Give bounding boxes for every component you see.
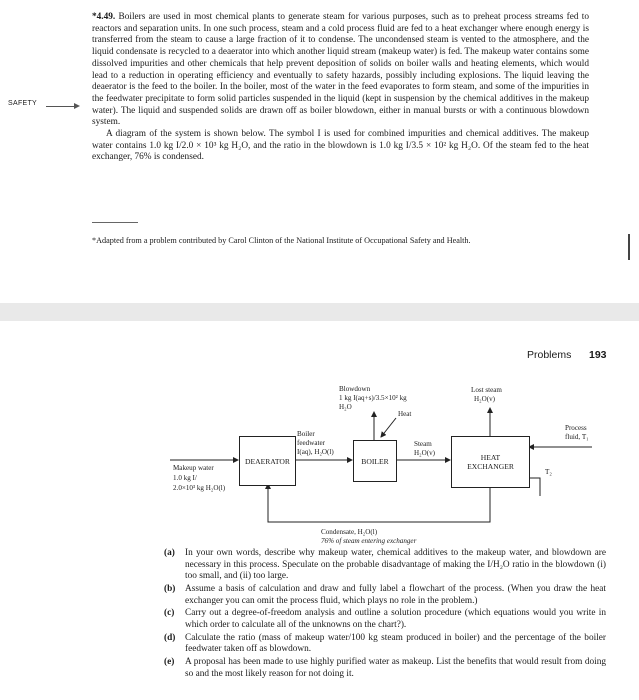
makeup-water-composition: 2.0×10³ kg H₂O(l)	[173, 484, 226, 492]
question-letter: (a)	[164, 548, 175, 558]
question-text: Calculate the ratio (mass of makeup water/100 kg steam produced in boiler) and the percentage of the boiler feedwater taken off as blowdown.	[185, 632, 606, 655]
problem-paragraph-1: Boilers are used in most chemical plants to generate steam for various purposes, such as to preheat process streams fed to reactors and separation units. In one such process, steam and a cold process fluid are fed to a heat exchanger where enough energy is transferred from the steam to cause a large fraction of it to condense. The uncondensed steam is vented to the atmosphere, and the liquid condensate is recycled to a deaerator into which another liquid stream (makeup water) is fed. The makeup water contains some dissolved impurities and other chemicals that help prevent deposition of solids on boiler walls and heating elements, which would lead to a reduction in operating efficiency and eventually to safety hazards, possibly including explosions. The liquid leaving the deaerator is the feed to the boiler. In the boiler, most of the water in the feed evaporates to form steam, and some of the impurities in the feedwater precipitate to form solid particles suspended in the liquid (kept in suspension by the chemical additives in the makeup water). The liquid and suspended solids are drawn off as boiler blowdown, either in manual bursts or with a continuous blowdown system.	[92, 12, 589, 128]
question-a	[164, 548, 606, 583]
question-letter: (d)	[164, 632, 176, 643]
question-letter: (c)	[164, 608, 175, 619]
feedwater-label-2: feedwater	[297, 439, 325, 447]
feedwater-composition: I(aq), H₂O(l)	[297, 448, 334, 456]
process-fluid-label: Process	[565, 424, 587, 432]
makeup-water-title: Makeup water	[173, 464, 214, 472]
process-fluid-temperature-out: T₂	[545, 468, 552, 476]
boiler-unit	[353, 440, 397, 482]
heat-label: Heat	[398, 410, 412, 418]
question-letter: (e)	[164, 656, 175, 667]
question-list	[164, 548, 606, 681]
question-d	[164, 633, 606, 656]
question-text: Carry out a degree-of-freedom analysis and outline a solution procedure (which equations would you write in which order to calculate all of the unknowns on the chart?).	[185, 608, 606, 630]
lost-steam-title: Lost steam	[471, 386, 502, 394]
heat-exchanger-label: HEAT EXCHANGER	[467, 453, 514, 471]
boiler-label: BOILER	[361, 456, 389, 466]
steam-composition: H₂O(v)	[414, 449, 435, 457]
deaerator-unit	[239, 436, 296, 486]
question-b	[164, 584, 606, 607]
question-c	[164, 608, 606, 631]
heat-exchanger-unit	[451, 436, 530, 488]
problem-number: *4.49.	[92, 12, 116, 22]
blowdown-water: H₂O	[339, 403, 352, 411]
condensate-recycle-stream	[268, 484, 490, 522]
problem-paragraph-2: A diagram of the system is shown below. The symbol I is used for combined impurities and chemical additives. The makeup water contains 1.0 kg I/2.0 × 10³ kg H₂O, and the ratio in the blowdown is 1.0 kg I/3.5 × 10² kg H₂O. Of the steam fed to the heat exchanger, 76% is condensed.	[92, 129, 589, 163]
question-text: In your own words, describe why makeup water, chemical additives to the makeup water, and blowdown are necessary in this process. Speculate on the probable disadvantage of making the I/H₂O ratio in the blowdown (i) too small, and (ii) too large.	[185, 548, 606, 582]
safety-margin-label: SAFETY	[8, 100, 38, 107]
heat-arrow	[381, 418, 396, 437]
deaerator-label: DEAERATOR	[244, 456, 290, 466]
page-number: 193	[589, 349, 607, 361]
lost-steam-composition: H₂O(v)	[474, 395, 495, 403]
blowdown-composition: 1 kg I(aq+s)/3.5×10² kg	[339, 394, 407, 402]
process-fluid-temperature-in: fluid, T₁	[565, 433, 589, 441]
question-letter: (b)	[164, 584, 176, 594]
question-text: A proposal has been made to use highly purified water as makeup. List the benefits that would result from doing so and the most likely reason for not doing it.	[185, 656, 606, 679]
condensate-title: Condensate, H₂O(l)	[321, 528, 378, 536]
footnote: *Adapted from a problem contributed by Carol Clinton of the National Institute of Occupational Safety and Health.	[92, 236, 471, 245]
steam-label: Steam	[414, 440, 432, 448]
process-fluid-out-stream	[529, 478, 540, 496]
question-e	[164, 657, 606, 680]
makeup-water-impurity: 1.0 kg I/	[173, 474, 197, 482]
blowdown-title: Blowdown	[339, 385, 371, 393]
question-text: Assume a basis of calculation and draw and fully label a flowchart of the process. (When you draw the heat exchanger you can omit the process fluid, which plays no role in the problem.)	[185, 584, 606, 606]
condensate-fraction: 76% of steam entering exchanger	[321, 537, 417, 545]
feedwater-label-1: Boiler	[297, 430, 315, 438]
page-header-title: Problems	[527, 349, 572, 361]
